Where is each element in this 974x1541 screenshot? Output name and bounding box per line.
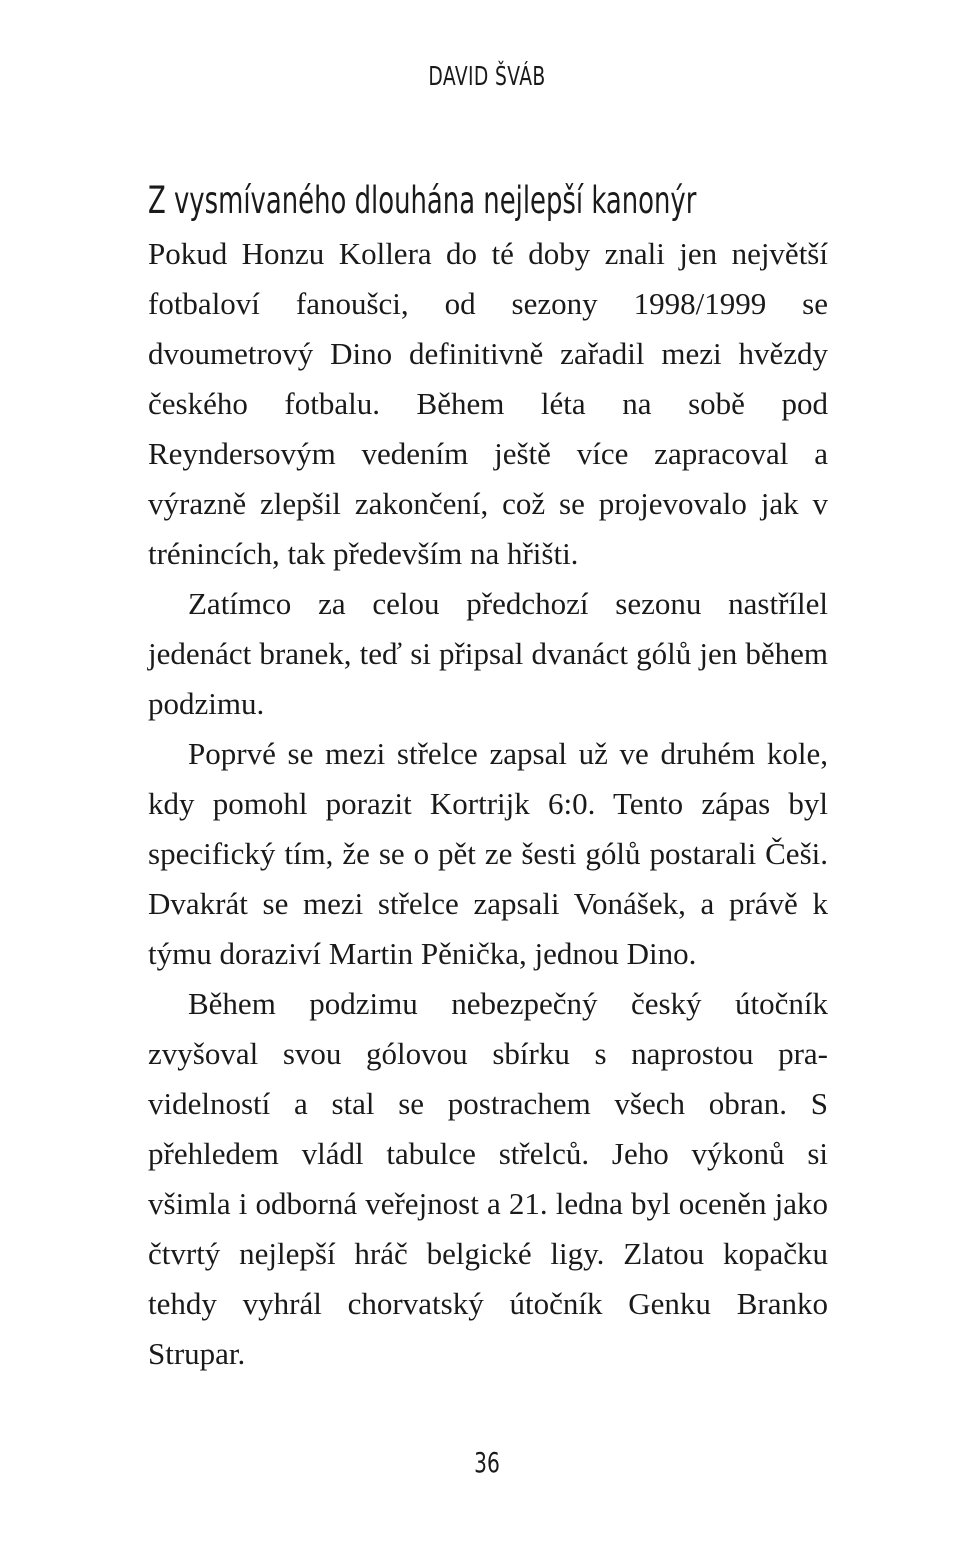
chapter-title: Z vysmívaného dlouhána nejlepší kanonýr (148, 179, 697, 222)
paragraph-1: Pokud Honzu Kollera do té doby znali jen největší fotbaloví fanoušci, od sezony 1998/1999 se dvoumetrový Dino definitivně zařadil mezi hvězdy českého fotbalu. Během léta na sobě pod Reyndersovým vedením ještě více zapracoval a výrazně zlepšil zakončení, což se projevovalo jak v trénincích, tak především na hřišti. (148, 236, 828, 571)
running-head: DAVID ŠVÁB (428, 62, 546, 92)
paragraph-2: Zatímco za celou předchozí sezonu nastřílel jedenáct branek, teď si připsal dvanáct gólů jen během podzimu. (148, 586, 828, 721)
paragraph-3: Poprvé se mezi střelce zapsal už ve druhém kole, kdy pomohl porazit Kortrijk 6:0. Tento zápas byl specifický tím, že se o pět ze šesti gólů postarali Češi. Dvakrát se mezi střelce zapsali Vonášek, a právě k týmu doraziví Martin Pěnička, jednou Dino. (148, 736, 828, 971)
page-number: 36 (474, 1446, 500, 1479)
paragraph-4: Během podzimu nebezpečný český útočník zvyšoval svou gólovou sbírku s naprostou pravidelností a stal se postrachem všech obran. S přehledem vládl tabulce střelců. Jeho výkonů si všimla i odborná veřejnost a 21. ledna byl oceněn jako čtvrtý nejlepší hráč belgické ligy. Zlatou kopačku tehdy vyhrál chorvatský útočník Genku Branko Strupar. (148, 986, 828, 1371)
body-text (148, 229, 828, 1379)
